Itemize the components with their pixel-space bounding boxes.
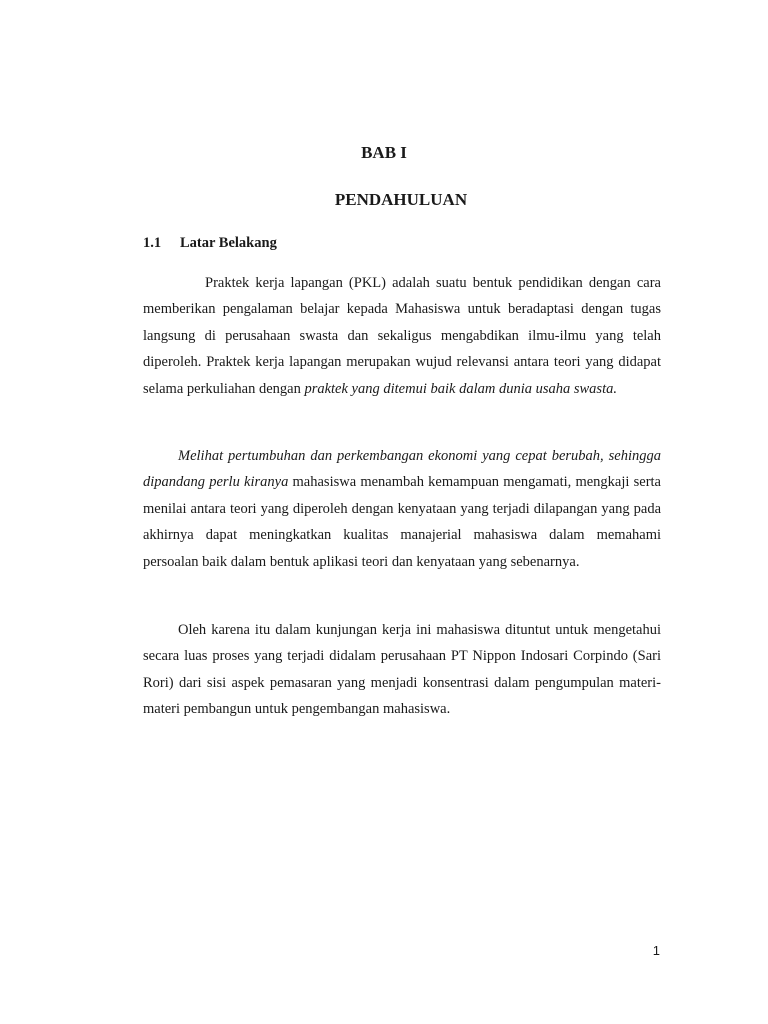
chapter-subtitle: PENDAHULUAN bbox=[334, 190, 468, 209]
paragraph-1 bbox=[143, 270, 661, 402]
chapter-title: BAB I bbox=[361, 143, 407, 162]
paragraph-1-italic-text: praktek yang ditemui baik dalam dunia usaha swasta. bbox=[304, 380, 617, 397]
paragraph-1-text: Praktek kerja lapangan (PKL) adalah suatu bentuk pendidikan dengan cara memberikan pengalaman belajar kepada Mahasiswa untuk beradaptasi dengan tugas langsung di perusahaan swasta dan sekaligus mengabdikan ilmu-ilmu yang telah diperoleh. Praktek kerja lapangan merupakan wujud relevansi antara teori yang didapat selama perkuliahan dengan bbox=[143, 275, 661, 397]
paragraph-3-text: Oleh karena itu dalam kunjungan kerja ini mahasiswa dituntut untuk mengetahui secara luas proses yang terjadi didalam perusahaan PT Nippon Indosari Corpindo (Sari Rori) dari sisi aspek pemasaran yang menjadi konsentrasi dalam pengumpulan materi-materi pembangun untuk pengembangan mahasiswa. bbox=[143, 622, 661, 718]
page-number: 1 bbox=[652, 943, 660, 958]
section-heading bbox=[143, 235, 277, 252]
paragraph-2-italic-text: Melihat pertumbuhan dan perkembangan ekonomi yang cepat berubah, sehingga dipandang perlu kiranya bbox=[143, 448, 661, 491]
section-number: 1.1 bbox=[143, 235, 162, 251]
paragraph-3 bbox=[143, 617, 661, 723]
section-title: Latar Belakang bbox=[180, 235, 277, 251]
paragraph-2-text: mahasiswa menambah kemampuan mengamati, mengkaji serta menilai antara teori yang diperoleh dengan kenyataan yang terjadi dilapangan yang pada akhirnya dapat meningkatkan kualitas manajerial mahasiswa dalam memahami persoalan baik dalam bentuk aplikasi teori dan kenyataan yang sebenarnya. bbox=[143, 474, 661, 570]
paragraph-2 bbox=[143, 443, 661, 575]
